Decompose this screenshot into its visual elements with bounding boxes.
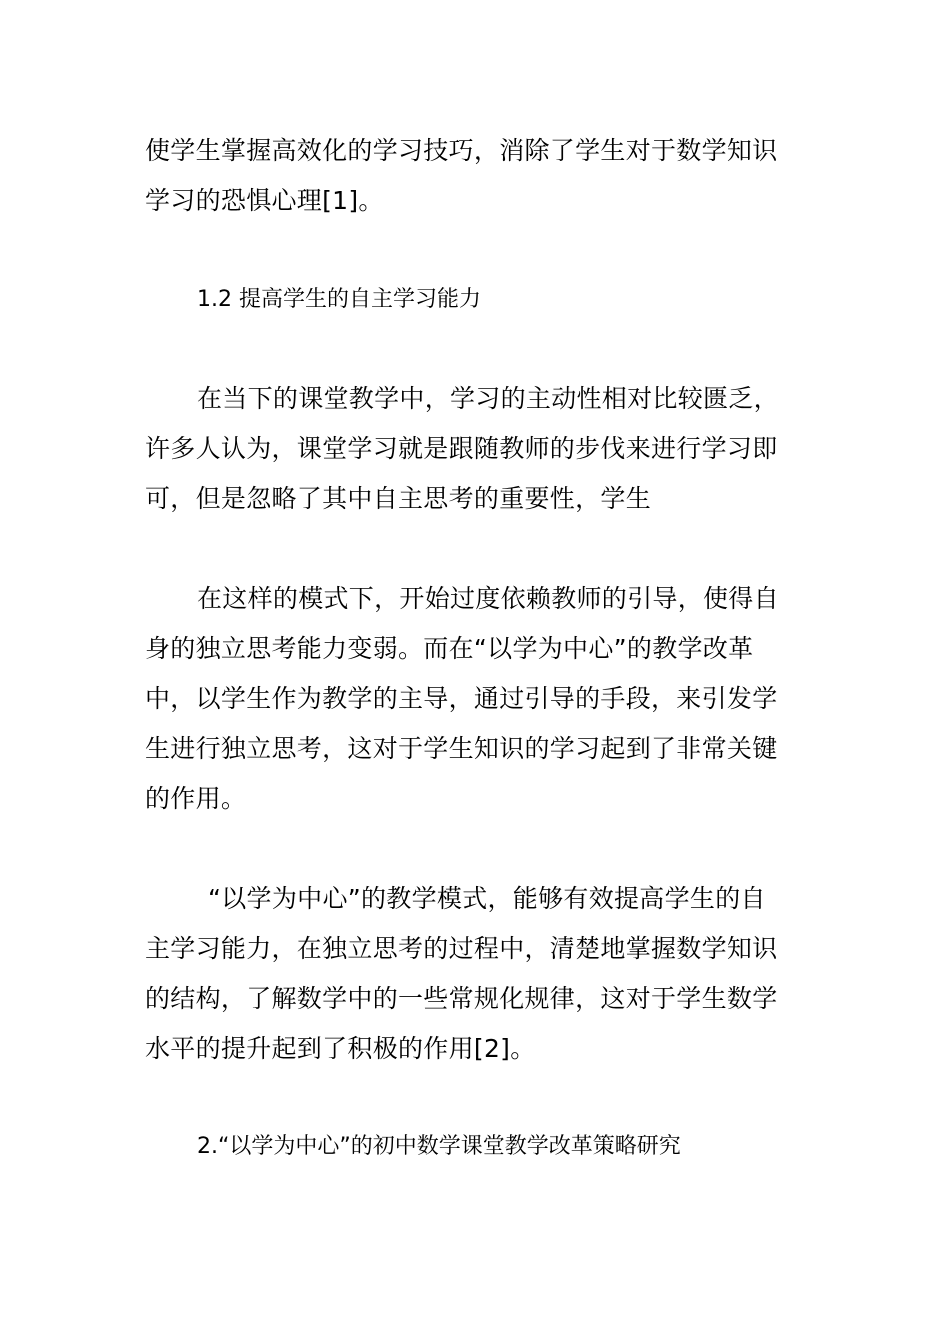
paragraph-line: 使学生掌握高效化的学习技巧，消除了学生对于数学知识: [145, 136, 778, 165]
paragraph-line: 在当下的课堂教学中，学习的主动性相对比较匮乏，: [197, 384, 779, 413]
paragraph-line: 主学习能力，在独立思考的过程中，清楚地掌握数学知识: [145, 934, 778, 963]
paragraph-line: 可，但是忽略了其中自主思考的重要性，学生: [145, 484, 652, 513]
section-heading: 1.2 提高学生的自主学习能力: [197, 287, 481, 312]
paragraph-line: “以学为中心”的教学模式，能够有效提高学生的自: [208, 884, 766, 913]
paragraph-line: 学习的恐惧心理[1]。: [145, 186, 384, 215]
paragraph-line: 中，以学生作为教学的主导，通过引导的手段，来引发学: [145, 684, 778, 713]
paragraph-line: 的结构，了解数学中的一些常规化规律，这对于学生数学: [145, 984, 778, 1013]
paragraph-line: 水平的提升起到了积极的作用[2]。: [145, 1034, 536, 1063]
paragraph-line: 在这样的模式下，开始过度依赖教师的引导，使得自: [197, 584, 779, 613]
paragraph-line: 身的独立思考能力变弱。而在“以学为中心”的教学改革: [145, 634, 754, 663]
paragraph-line: 的作用。: [145, 784, 247, 813]
paragraph-line: 生进行独立思考，这对于学生知识的学习起到了非常关键: [145, 734, 778, 763]
paragraph-line: 许多人认为，课堂学习就是跟随教师的步伐来进行学习即: [145, 434, 778, 463]
section-heading: 2.“以学为中心”的初中数学课堂教学改革策略研究: [197, 1134, 681, 1159]
